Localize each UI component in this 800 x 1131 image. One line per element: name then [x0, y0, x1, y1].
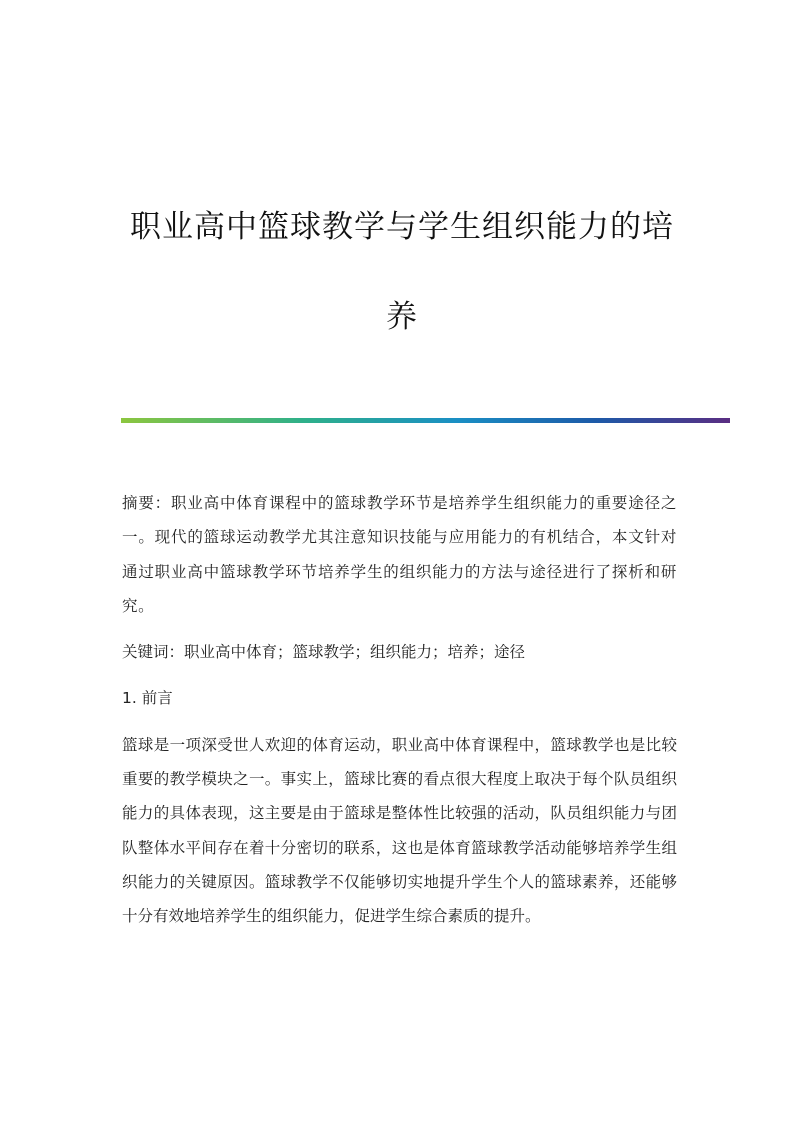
document-title: 职业高中篮球教学与学生组织能力的培养 — [130, 209, 674, 335]
document-body — [122, 486, 677, 946]
keywords-line: 关键词：职业高中体育；篮球教学；组织能力；培养；途径 — [122, 643, 526, 662]
body-paragraph: 篮球是一项深受世人欢迎的体育运动，职业高中体育课程中，篮球教学也是比较重要的教学模块之一。事实上，篮球比赛的看点很大程度上取决于每个队员组织能力的具体表现，这主要是由于篮球是整体性比较强的活动，队员组织能力与团队整体水平间存在着十分密切的联系，这也是体育篮球教学活动能够培养学生组织能力的关键原因。篮球教学不仅能够切实地提升学生个人的篮球素养，还能够十分有效地培养学生的组织能力，促进学生综合素质的提升。 — [122, 735, 677, 926]
abstract-paragraph: 摘要：职业高中体育课程中的篮球教学环节是培养学生组织能力的重要途径之一。现代的篮球运动教学尤其注意知识技能与应用能力的有机结合，本文针对通过职业高中篮球教学环节培养学生的组织能力的方法与途径进行了探析和研究。 — [122, 494, 677, 615]
section-heading: 1. 前言 — [122, 689, 173, 708]
gradient-divider — [121, 418, 730, 423]
